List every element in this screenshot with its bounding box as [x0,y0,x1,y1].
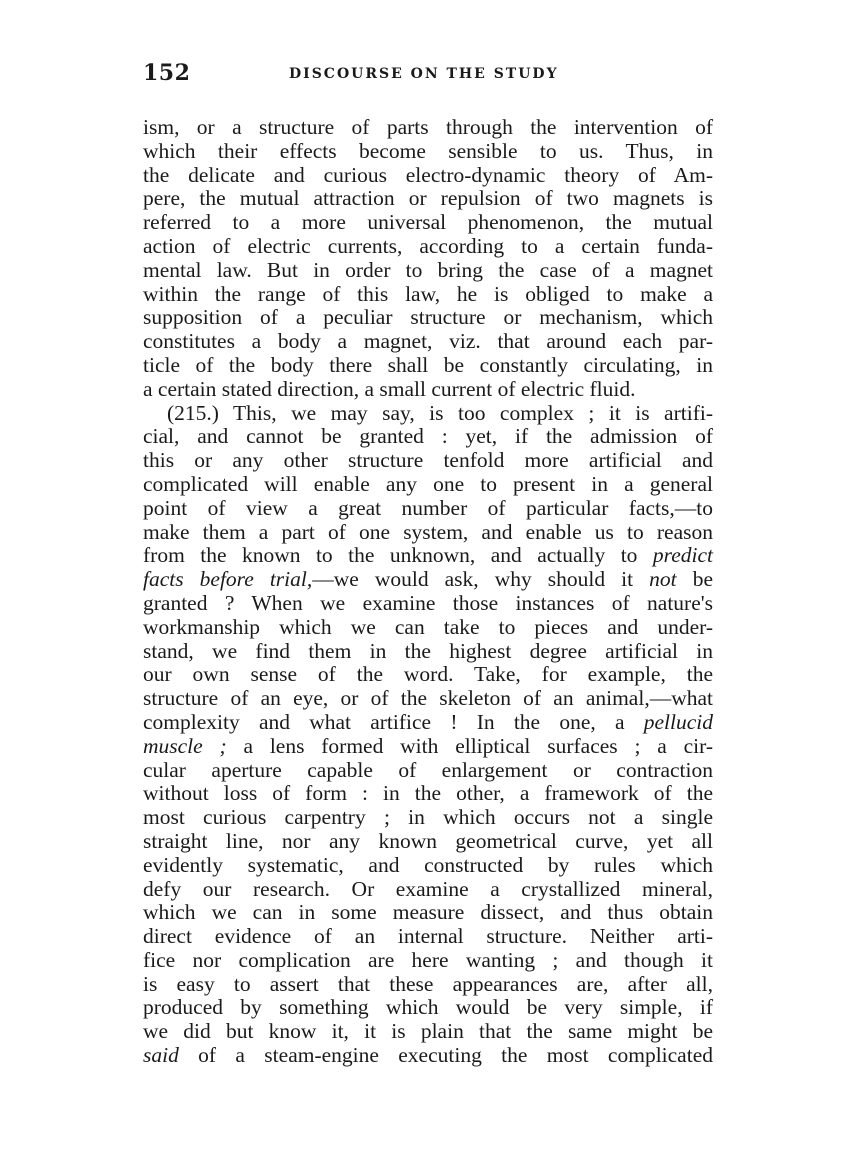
text-line [143,544,713,568]
italic-text: not [649,567,677,592]
text-segment: a certain stated direction, a small current of electric fluid. [143,376,636,401]
text-segment: (215.) This, we may say, is too complex ; it is artifi- [167,400,713,425]
text-segment: this or any other structure tenfold more artificial and [143,448,713,473]
page-number: 152 [143,60,191,86]
running-head [143,60,713,90]
text-segment: we did but know it, it is plain that the same might be [143,1019,713,1044]
text-line [143,211,713,235]
text-line [143,782,713,806]
text-segment: structure of an eye, or of the skeleton of an animal,—what [143,686,713,711]
text-segment: complexity and what artifice ! In the one, a [143,709,644,734]
text-line [143,402,713,426]
text-line [143,711,713,735]
text-line [143,283,713,307]
text-line [143,259,713,283]
text-line [143,687,713,711]
text-line [143,164,713,188]
text-segment: evidently systematic, and constructed by rules which [143,852,713,877]
text-line [143,996,713,1020]
text-segment: mental law. But in order to bring the case of a magnet [143,257,713,282]
text-segment: make them a part of one system, and enable us to reason [143,519,713,544]
text-line [143,425,713,449]
text-line [143,330,713,354]
text-segment: which we can in some measure dissect, and thus obtain [143,900,713,925]
text-segment: cular aperture capable of enlargement or contraction [143,757,713,782]
text-line [143,521,713,545]
text-segment: workmanship which we can take to pieces and under- [143,614,713,639]
text-line [143,1044,713,1068]
text-segment: produced by something which would be very simple, if [143,995,713,1020]
text-line [143,235,713,259]
text-segment: our own sense of the word. Take, for example, the [143,662,713,687]
text-segment: a lens formed with elliptical surfaces ; a cir- [226,733,713,758]
text-line [143,973,713,997]
text-segment: granted ? When we examine those instances of nature's [143,590,713,615]
text-line [143,592,713,616]
italic-text: muscle ; [143,733,227,758]
text-line [143,306,713,330]
text-line [143,663,713,687]
text-line [143,116,713,140]
text-line [143,806,713,830]
text-segment: constitutes a body a magnet, viz. that around each par- [143,329,713,354]
text-line [143,901,713,925]
body-text [143,116,713,1068]
text-line [143,140,713,164]
italic-text: pellucid [643,709,713,734]
text-segment: —we would ask, why should it [312,567,650,592]
text-segment: pere, the mutual attraction or repulsion of two magnets is [143,186,713,211]
text-line [143,616,713,640]
text-segment: is easy to assert that these appearances are, after all, [143,971,713,996]
text-line [143,449,713,473]
text-line [143,1020,713,1044]
text-line [143,640,713,664]
text-segment: which their effects become sensible to us. Thus, in [143,138,713,163]
text-segment: fice nor complication are here wanting ; and though it [143,947,713,972]
text-segment: within the range of this law, he is obliged to make a [143,281,713,306]
italic-text: said [143,1043,179,1068]
text-segment: from the known to the unknown, and actually to [143,543,653,568]
text-line [143,568,713,592]
text-line [143,354,713,378]
text-segment: without loss of form : in the other, a framework of the [143,781,713,806]
text-segment: most curious carpentry ; in which occurs not a single [143,805,713,830]
text-segment: ism, or a structure of parts through the intervention of [143,115,713,139]
text-line [143,378,713,402]
text-segment: stand, we find them in the highest degree artificial in [143,638,713,663]
text-segment: ticle of the body there shall be constantly circulating, in [143,352,713,377]
text-segment: supposition of a peculiar structure or mechanism, which [143,305,713,330]
text-line [143,735,713,759]
text-line [143,187,713,211]
text-line [143,759,713,783]
text-segment: cial, and cannot be granted : yet, if the admission of [143,424,713,449]
text-line [143,925,713,949]
italic-text: facts before trial, [143,567,313,592]
text-segment: the delicate and curious electro-dynamic theory of Am- [143,162,713,187]
text-line [143,830,713,854]
text-segment: of a steam-engine executing the most complicated [178,1043,713,1068]
text-segment: direct evidence of an internal structure. Neither arti- [143,924,713,949]
text-segment: action of electric currents, according to a certain funda- [143,233,713,258]
text-segment: point of view a great number of particular facts,—to [143,495,713,520]
text-line [143,497,713,521]
text-segment: referred to a more universal phenomenon, the mutual [143,210,713,235]
text-line [143,473,713,497]
text-line [143,854,713,878]
text-segment: complicated will enable any one to present in a general [143,471,713,496]
text-line [143,878,713,902]
text-segment: defy our research. Or examine a crystallized mineral, [143,876,713,901]
italic-text: predict [652,543,713,568]
text-segment: straight line, nor any known geometrical curve, yet all [143,828,713,853]
running-title: DISCOURSE ON THE STUDY [289,66,559,82]
text-segment: be [676,567,713,592]
book-page [143,60,713,1068]
text-line [143,949,713,973]
